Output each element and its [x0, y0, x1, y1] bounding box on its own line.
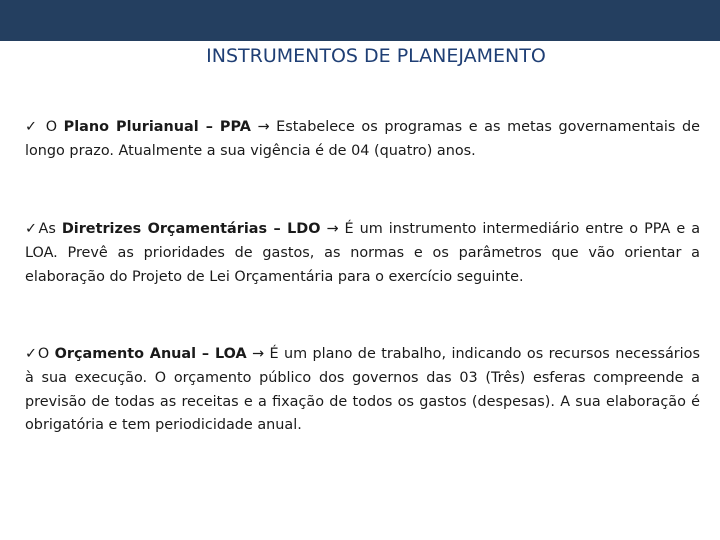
arrow-icon: →: [246, 346, 270, 362]
checkmark-icon: ✓: [25, 346, 38, 362]
checkmark-icon: ✓: [25, 119, 40, 135]
bullet-term: Diretrizes Orçamentárias – LDO: [61, 221, 321, 237]
bullet-prefix: O: [37, 346, 55, 362]
checkmark-icon: ✓: [25, 221, 39, 237]
bullet-term: Orçamento Anual – LOA: [54, 346, 247, 362]
bullet-text: Estabelece os programas e as metas governamentais de longo prazo. Atualmente a sua vigência é de 04 (quatro) anos.: [25, 119, 701, 159]
bullet-prefix: O: [39, 119, 64, 135]
arrow-icon: →: [250, 119, 277, 135]
bullet-text: É um instrumento intermediário entre o PPA e a LOA. Prevê as prioridades de gastos, as normas e os parâmetros que vão orientar a elaboração do Projeto de Lei Orçamentária para o exercício seguinte.: [25, 221, 701, 285]
bullet-ldo: [25, 218, 700, 289]
top-header-bar: [0, 0, 720, 41]
bullet-loa: [25, 343, 700, 438]
slide-title: INSTRUMENTOS DE PLANEJAMENTO: [206, 45, 546, 67]
arrow-icon: →: [320, 221, 345, 237]
bullet-term: Plano Plurianual – PPA: [63, 119, 251, 135]
bullet-ppa: [25, 116, 700, 164]
bullet-prefix: As: [38, 221, 62, 237]
bullet-text: É um plano de trabalho, indicando os recursos necessários à sua execução. O orçamento público dos governos das 03 (Três) esferas compreende a previsão de todas as receitas e a fixação de todos os gastos (despesas). A sua elaboração é obrigatória e tem periodicidade anual.: [25, 346, 700, 434]
